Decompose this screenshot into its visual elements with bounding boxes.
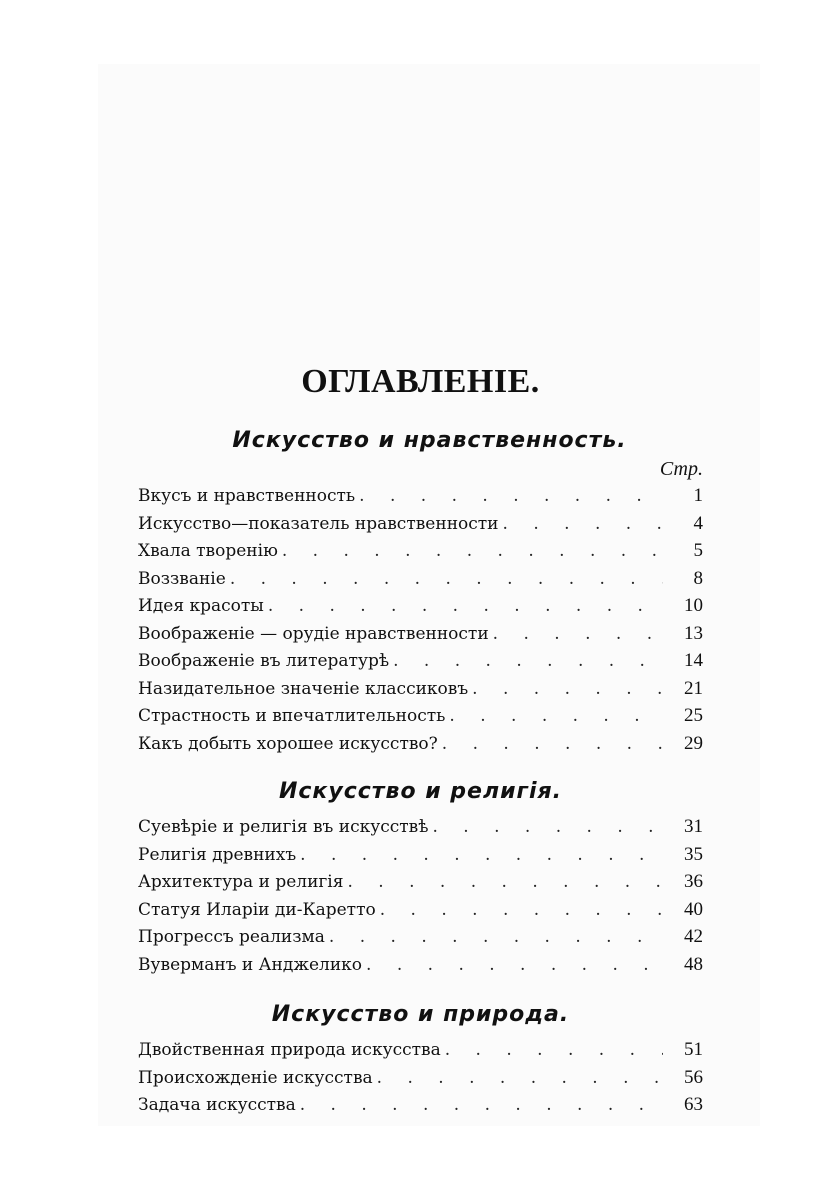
dot-leader	[433, 814, 664, 842]
toc-section-religion	[138, 777, 703, 978]
dot-leader	[359, 483, 663, 511]
entry-title: Идея красоты	[138, 596, 264, 616]
entry-page-number: 21	[684, 677, 703, 699]
entry-title: Суевѣріе и религія въ искусствѣ	[138, 817, 429, 837]
entry-title: Искусство—показатель нравственности	[138, 513, 499, 534]
toc-entry[interactable]	[138, 923, 703, 951]
toc-entry[interactable]	[138, 702, 703, 730]
entry-page-number: 13	[684, 622, 703, 644]
toc-entry[interactable]	[138, 951, 703, 979]
dot-leader	[347, 869, 663, 897]
toc-entry[interactable]	[138, 1091, 703, 1119]
entry-page-number: 1	[693, 485, 703, 506]
toc-entry[interactable]	[138, 896, 703, 924]
entry-page-number: 25	[684, 705, 703, 726]
entry-page-number: 29	[684, 732, 703, 754]
dot-leader	[493, 621, 663, 649]
entry-title: Воззваніе	[138, 568, 226, 589]
section-heading: Искусство и нравственность.	[232, 428, 627, 453]
dot-leader	[329, 924, 663, 952]
toc-entry[interactable]	[138, 813, 703, 841]
entry-title: Вкусъ и нравственность	[138, 486, 356, 506]
toc-entry[interactable]	[138, 510, 703, 538]
entry-page-number: 4	[693, 512, 703, 534]
entry-title: Происхожденіе искусства	[138, 1067, 373, 1088]
dot-leader	[282, 538, 663, 566]
entry-page-number: 48	[684, 953, 703, 975]
entry-title: Какъ добыть хорошее искусство?	[138, 733, 438, 754]
toc-entry[interactable]	[138, 565, 703, 593]
dot-leader	[442, 731, 663, 759]
entry-page-number: 31	[684, 816, 703, 837]
entry-title: Хвала творенію	[138, 541, 278, 561]
toc-entry[interactable]	[138, 1036, 703, 1064]
table-of-contents	[138, 358, 703, 1119]
dot-leader	[445, 1037, 663, 1065]
toc-entry[interactable]	[138, 482, 703, 510]
toc-entry[interactable]	[138, 1064, 703, 1092]
toc-entry[interactable]	[138, 647, 703, 675]
entry-page-number: 42	[684, 926, 703, 947]
entry-title: Воображеніе въ литературѣ	[138, 651, 390, 671]
toc-entry-list	[138, 813, 703, 978]
section-heading: Искусство и природа.	[271, 1002, 570, 1027]
entry-page-number: 51	[684, 1039, 703, 1060]
entry-title: Назидательное значеніе классиковъ	[138, 678, 469, 699]
toc-entry-list	[138, 1036, 703, 1119]
toc-entry[interactable]	[138, 537, 703, 565]
dot-leader	[503, 511, 663, 539]
dot-leader	[472, 676, 663, 704]
toc-section-nature	[138, 1000, 703, 1119]
entry-page-number: 14	[684, 650, 703, 671]
dot-leader	[393, 648, 663, 676]
toc-title: ОГЛАВЛЕНІЕ.	[301, 363, 540, 400]
toc-entry-list	[138, 482, 703, 757]
toc-entry[interactable]	[138, 730, 703, 758]
toc-entry[interactable]	[138, 868, 703, 896]
dot-leader	[300, 842, 663, 870]
dot-leader	[380, 897, 663, 925]
entry-page-number: 35	[684, 843, 703, 865]
dot-leader	[300, 1092, 663, 1120]
entry-title: Задача искусства	[138, 1095, 296, 1115]
entry-title: Страстность и впечатлительность	[138, 706, 446, 726]
entry-page-number: 8	[693, 567, 703, 589]
toc-section-morality	[138, 426, 703, 757]
toc-entry[interactable]	[138, 675, 703, 703]
page-column-label: Стр.	[659, 458, 703, 480]
entry-page-number: 40	[684, 898, 703, 920]
entry-title: Вуверманъ и Анджелико	[138, 954, 363, 975]
section-heading: Искусство и религія.	[278, 779, 563, 804]
dot-leader	[449, 703, 663, 731]
entry-title: Воображеніе — орудіе нравственности	[138, 623, 489, 644]
entry-title: Двойственная природа искусства	[138, 1040, 441, 1060]
toc-entry[interactable]	[138, 841, 703, 869]
dot-leader	[230, 566, 663, 594]
entry-page-number: 5	[693, 540, 703, 561]
dot-leader	[377, 1065, 663, 1093]
toc-entry[interactable]	[138, 592, 703, 620]
entry-page-number: 63	[684, 1094, 703, 1115]
dot-leader	[268, 593, 663, 621]
entry-title: Архитектура и религія	[138, 872, 344, 892]
entry-page-number: 10	[684, 595, 703, 616]
entry-page-number: 36	[684, 871, 703, 892]
entry-title: Прогрессъ реализма	[138, 927, 325, 947]
dot-leader	[366, 952, 663, 980]
entry-title: Статуя Иларіи ди-Каретто	[138, 899, 376, 920]
entry-page-number: 56	[684, 1066, 703, 1088]
entry-title: Религія древнихъ	[138, 844, 297, 865]
toc-entry[interactable]	[138, 620, 703, 648]
